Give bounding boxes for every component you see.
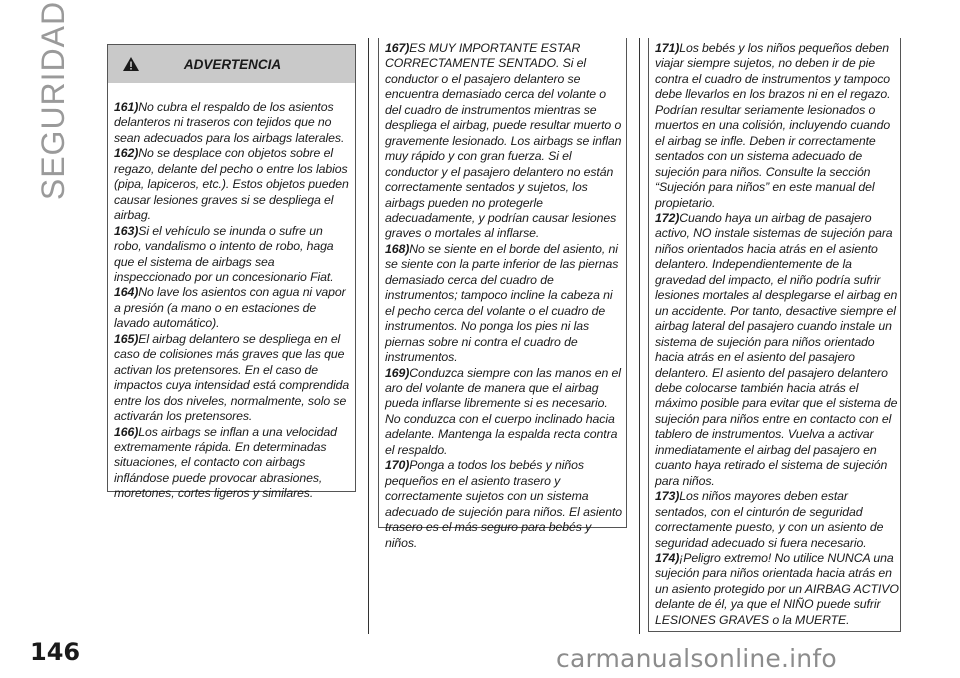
section-side-title	[26, 0, 82, 200]
warning-item	[655, 489, 899, 551]
item-text: Ponga a todos los bebés y niños pequeños en el asiento trasero y correctamente sujetos con un sistema adecuado de sujeción para niños. El asiento trasero es el más seguro para bebés y niños.	[385, 458, 623, 550]
warning-item	[385, 458, 623, 551]
warning-item	[114, 224, 352, 286]
column-two-items	[385, 41, 623, 551]
item-number: 170)	[385, 458, 410, 473]
item-number: 164)	[114, 285, 139, 300]
item-number: 165)	[114, 331, 139, 346]
item-text: Si el vehículo se inunda o sufre un robo, vandalismo o intento de robo, haga que el sistema de airbags sea inspeccionado por un concesionario Fiat.	[114, 223, 334, 284]
warning-item	[655, 211, 899, 489]
warning-item	[114, 285, 352, 331]
item-number: 162)	[114, 146, 139, 161]
page-number: 146	[30, 638, 81, 666]
item-number: 171)	[655, 41, 680, 55]
item-number: 173)	[655, 489, 680, 504]
warning-items	[114, 100, 352, 502]
warning-triangle-icon	[122, 56, 140, 72]
item-text: No lave los asientos con agua ni vapor a presión (a mano o en estaciones de lavado automático).	[114, 285, 346, 331]
warning-item	[385, 242, 623, 366]
warning-item	[385, 41, 623, 242]
item-text: El airbag delantero se despliega en el caso de colisiones más graves que las que activan los pretensores. En el caso de impactos cuya intensidad está comprendida entre los dos niveles, normalmente, solo se activarán los pretensores.	[114, 331, 350, 424]
item-number: 166)	[114, 424, 139, 439]
column-two-box	[378, 38, 627, 550]
column-three-items	[655, 41, 899, 628]
item-number: 163)	[114, 223, 139, 238]
warning-item	[655, 551, 899, 628]
warning-box	[107, 44, 356, 501]
item-text: No se desplace con objetos sobre el regazo, delante del pecho o entre los labios (pipa, lapiceros, etc.). Estos objetos pueden causar lesiones graves si se despliega el airbag.	[114, 146, 349, 223]
item-text: ES MUY IMPORTANTE ESTAR CORRECTAMENTE SENTADO. Si el conductor o el pasajero delantero se encuentra demasiado cerca del volante o del cuadro de instrumentos mientras se despliega el airbag, puede resultar muerto o gravemente lesionado. Los airbags se inflan muy rápido y con gran fuerza. Si el conductor y el pasajero delantero no están correctamente sentados y sujetos, los airbags pueden no protegerle adecuadamente, y podrían causar lesiones graves o mortales al inflarse.	[385, 41, 622, 241]
item-text: Los niños mayores deben estar sentados, con el cinturón de seguridad correctamente puesto, y con un asiento de seguridad adecuado si fuera necesario.	[655, 489, 884, 550]
column-divider-right	[639, 38, 640, 634]
warning-item	[114, 332, 352, 425]
item-text: Los airbags se inflan a una velocidad extremamente rápida. En determinadas situaciones, el contacto con airbags inflándose puede provocar abrasiones, moretones, cortes ligeros y similares.	[114, 424, 337, 501]
warning-title: ADVERTENCIA	[183, 56, 282, 72]
warning-item	[114, 425, 352, 502]
item-number: 174)	[655, 550, 680, 565]
warning-item	[655, 41, 899, 211]
item-number: 161)	[114, 100, 139, 114]
item-number: 168)	[385, 241, 410, 256]
watermark-text: carmanualsonline.info	[556, 644, 837, 673]
column-three-box	[648, 38, 901, 632]
item-number: 167)	[385, 41, 410, 55]
item-text: No cubra el respaldo de los asientos delanteros ni traseros con tejidos que no sean adecuados para los airbags laterales.	[114, 100, 345, 145]
column-divider-left	[368, 38, 369, 634]
warning-item	[385, 366, 623, 459]
warning-item	[114, 100, 352, 146]
item-number: 169)	[385, 365, 410, 380]
item-text: Conduzca siempre con las manos en el aro del volante de manera que el airbag pueda inflarse libremente si es necesario. No conduzca con el cuerpo inclinado hacia adelante. Mantenga la espalda recta contra el respaldo.	[385, 365, 621, 457]
item-text: Cuando haya un airbag de pasajero activo, NO instale sistemas de sujeción para niños orientados hacia atrás en el asiento delantero. Independientemente de la gravedad del impacto, el niño podría sufrir lesiones mortales al desplegarse el airbag en un accidente. Por tanto, desactive siempre el airbag lateral del pasajero cuando instale un sistema de sujeción para niños orientado hacia atrás en el asiento del pasajero delantero. El asiento del pasajero delantero debe colocarse también hacia atrás el máximo posible para evitar que el sistema de sujeción para niños entre en contacto con el tablero de instrumentos. Vuelva a activar inmediatamente el airbag del pasajero en cuanto haya retirado el sistema de sujeción para niños.	[655, 210, 898, 488]
item-text: Los bebés y los niños pequeños deben viajar siempre sujetos, no deben ir de pie contra el cuadro de instrumentos y tampoco debe llevarlos en los brazos ni en el regazo. Podrían resultar seriamente lesionados o muertos en una colisión, incluyendo cuando el airbag se infle. Deben ir correctamente sentados con un sistema adecuado de sujeción para niños. Consulte la sección “Sujeción para niños” en este manual del propietario.	[655, 41, 891, 210]
section-title-text: SEGURIDAD	[35, 0, 72, 200]
item-text: No se siente en el borde del asiento, ni se siente con la parte inferior de las piernas demasiado cerca del cuadro de instrumentos; tampoco incline la cabeza ni el pecho cerca del volante o el cuadro de instrumentos. No ponga los pies ni las piernas sobre ni contra el cuadro de instrumentos.	[385, 241, 619, 365]
item-number: 172)	[655, 210, 680, 225]
warning-item	[114, 146, 352, 223]
item-text: ¡Peligro extremo! No utilice NUNCA una sujeción para niños orientada hacia atrás en un asiento protegido por un AIRBAG ACTIVO delante de él, ya que el NIÑO puede sufrir LESIONES GRAVES o la MUERTE.	[655, 550, 899, 627]
warning-header	[108, 45, 355, 83]
